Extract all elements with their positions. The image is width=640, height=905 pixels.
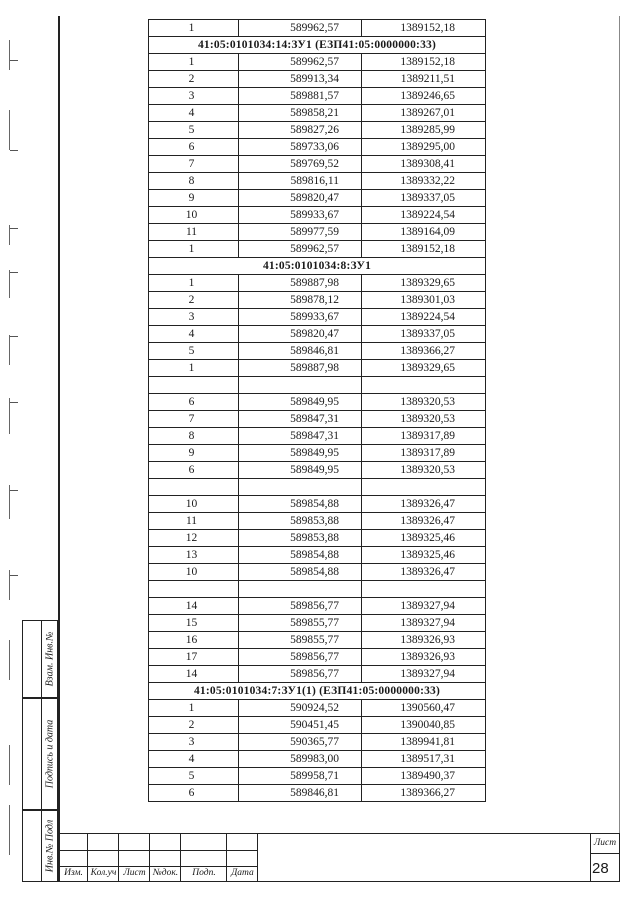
point-number-cell: 10 — [149, 496, 239, 513]
y-coordinate-cell: 1389327,94 — [362, 666, 486, 683]
y-coordinate-cell: 1390040,85 — [362, 717, 486, 734]
tb-cell — [227, 834, 258, 851]
y-coordinate-cell: 1389152,18 — [362, 20, 486, 37]
x-coordinate-cell: 590924,52 — [239, 700, 362, 717]
y-coordinate-cell: 1389941,81 — [362, 734, 486, 751]
table-row — [149, 615, 486, 632]
table-row — [149, 411, 486, 428]
x-coordinate-cell: 589962,57 — [239, 20, 362, 37]
x-coordinate-cell: 589983,00 — [239, 751, 362, 768]
x-coordinate-cell: 589846,81 — [239, 343, 362, 360]
point-number-cell: 14 — [149, 666, 239, 683]
table-row — [149, 632, 486, 649]
frame-left-border — [58, 16, 60, 882]
x-coordinate-cell: 589855,77 — [239, 632, 362, 649]
x-coordinate-cell: 589854,88 — [239, 496, 362, 513]
point-number-cell: 7 — [149, 156, 239, 173]
table-row — [149, 530, 486, 547]
blank-row — [149, 479, 486, 496]
table-row — [149, 785, 486, 802]
table-row — [149, 734, 486, 751]
y-coordinate-cell: 1389295,00 — [362, 139, 486, 156]
point-number-cell: 6 — [149, 139, 239, 156]
blank-cell — [149, 581, 239, 598]
title-block — [58, 833, 620, 882]
x-coordinate-cell: 589933,67 — [239, 207, 362, 224]
coordinates-table — [148, 19, 486, 802]
y-coordinate-cell: 1389301,03 — [362, 292, 486, 309]
point-number-cell: 5 — [149, 768, 239, 785]
stamp-field — [23, 699, 42, 809]
point-number-cell: 10 — [149, 207, 239, 224]
x-coordinate-cell: 589847,31 — [239, 411, 362, 428]
y-coordinate-cell: 1389329,65 — [362, 275, 486, 292]
binding-mark — [9, 640, 10, 680]
tb-cell — [181, 834, 227, 851]
binding-mark — [10, 336, 18, 337]
x-coordinate-cell: 589854,88 — [239, 564, 362, 581]
table-row — [149, 71, 486, 88]
tb-cell — [59, 851, 88, 867]
y-coordinate-cell: 1389332,22 — [362, 173, 486, 190]
binding-mark — [9, 40, 10, 70]
y-coordinate-cell: 1389366,27 — [362, 343, 486, 360]
y-coordinate-cell: 1389329,65 — [362, 360, 486, 377]
table-row — [149, 547, 486, 564]
y-coordinate-cell: 1389285,99 — [362, 122, 486, 139]
blank-cell — [239, 479, 362, 496]
y-coordinate-cell: 1389164,09 — [362, 224, 486, 241]
y-coordinate-cell: 1389327,94 — [362, 598, 486, 615]
binding-mark — [10, 150, 18, 151]
y-coordinate-cell: 1389308,41 — [362, 156, 486, 173]
point-number-cell: 2 — [149, 717, 239, 734]
tb-cell — [119, 851, 150, 867]
y-coordinate-cell: 1389366,27 — [362, 785, 486, 802]
table-row — [149, 462, 486, 479]
table-row — [149, 649, 486, 666]
table-row — [149, 598, 486, 615]
x-coordinate-cell: 589913,34 — [239, 71, 362, 88]
x-coordinate-cell: 589958,71 — [239, 768, 362, 785]
table-row — [149, 751, 486, 768]
table-row — [149, 105, 486, 122]
stamp-podpis-label: Подпись и дата — [44, 719, 56, 789]
y-coordinate-cell: 1389326,93 — [362, 649, 486, 666]
y-coordinate-cell: 1389224,54 — [362, 207, 486, 224]
stamp-podpis-data — [22, 698, 58, 810]
point-number-cell: 6 — [149, 785, 239, 802]
x-coordinate-cell: 589849,95 — [239, 394, 362, 411]
x-coordinate-cell: 589962,57 — [239, 241, 362, 258]
table-row — [149, 122, 486, 139]
point-number-cell: 1 — [149, 275, 239, 292]
tb-label-izm: Изм. — [64, 868, 83, 878]
tb-cell — [227, 851, 258, 867]
tb-label-n-dok: №док. — [152, 868, 179, 878]
y-coordinate-cell: 1389337,05 — [362, 190, 486, 207]
x-coordinate-cell: 590451,45 — [239, 717, 362, 734]
tb-label-podp: Подп. — [192, 868, 216, 878]
binding-mark — [9, 398, 10, 434]
point-number-cell: 10 — [149, 564, 239, 581]
y-coordinate-cell: 1389326,47 — [362, 496, 486, 513]
table-row — [149, 20, 486, 37]
stamp-vzam-inv — [22, 620, 58, 698]
y-coordinate-cell: 1389517,31 — [362, 751, 486, 768]
tb-cell — [150, 834, 181, 851]
stamp-field — [23, 811, 42, 881]
table-row — [149, 666, 486, 683]
point-number-cell: 15 — [149, 615, 239, 632]
sheet-label: Лист — [593, 838, 617, 848]
x-coordinate-cell: 589856,77 — [239, 598, 362, 615]
table-row — [149, 207, 486, 224]
table-row — [149, 309, 486, 326]
y-coordinate-cell: 1389320,53 — [362, 462, 486, 479]
point-number-cell: 2 — [149, 71, 239, 88]
tb-cell — [88, 851, 119, 867]
x-coordinate-cell: 589769,52 — [239, 156, 362, 173]
table-row — [149, 428, 486, 445]
sheet-number: 28 — [592, 860, 609, 877]
y-coordinate-cell: 1389326,47 — [362, 564, 486, 581]
parcel-header-row — [149, 37, 486, 54]
x-coordinate-cell: 589977,59 — [239, 224, 362, 241]
binding-mark — [9, 270, 10, 298]
parcel-header-row — [149, 683, 486, 700]
tb-label-data: Дата — [231, 868, 254, 878]
point-number-cell: 11 — [149, 513, 239, 530]
point-number-cell: 3 — [149, 309, 239, 326]
point-number-cell: 6 — [149, 394, 239, 411]
x-coordinate-cell: 589827,26 — [239, 122, 362, 139]
y-coordinate-cell: 1389152,18 — [362, 241, 486, 258]
table-row — [149, 496, 486, 513]
table-row — [149, 241, 486, 258]
parcel-header-row — [149, 258, 486, 275]
y-coordinate-cell: 1389320,53 — [362, 411, 486, 428]
x-coordinate-cell: 589887,98 — [239, 275, 362, 292]
table-row — [149, 445, 486, 462]
binding-mark — [10, 272, 18, 273]
table-row — [149, 717, 486, 734]
point-number-cell: 5 — [149, 122, 239, 139]
table-row — [149, 564, 486, 581]
x-coordinate-cell: 589820,47 — [239, 190, 362, 207]
table-row — [149, 394, 486, 411]
x-coordinate-cell: 589881,57 — [239, 88, 362, 105]
blank-cell — [149, 377, 239, 394]
x-coordinate-cell: 589933,67 — [239, 309, 362, 326]
table-row — [149, 139, 486, 156]
y-coordinate-cell: 1389211,51 — [362, 71, 486, 88]
tb-cell — [181, 851, 227, 867]
point-number-cell: 11 — [149, 224, 239, 241]
binding-mark — [10, 490, 18, 491]
x-coordinate-cell: 590365,77 — [239, 734, 362, 751]
x-coordinate-cell: 589854,88 — [239, 547, 362, 564]
y-coordinate-cell: 1389317,89 — [362, 428, 486, 445]
table-row — [149, 156, 486, 173]
table-row — [149, 88, 486, 105]
y-coordinate-cell: 1389337,05 — [362, 326, 486, 343]
point-number-cell: 3 — [149, 88, 239, 105]
binding-mark — [9, 745, 10, 785]
table-row — [149, 54, 486, 71]
table-row — [149, 343, 486, 360]
y-coordinate-cell: 1390560,47 — [362, 700, 486, 717]
parcel-cadastral-number: 41:05:0101034:8:ЗУ1 — [149, 258, 486, 275]
y-coordinate-cell: 1389152,18 — [362, 54, 486, 71]
x-coordinate-cell: 589849,95 — [239, 462, 362, 479]
point-number-cell: 16 — [149, 632, 239, 649]
frame-right-border — [619, 16, 620, 882]
parcel-cadastral-number: 41:05:0101034:7:ЗУ1(1) (ЕЗП41:05:0000000:33) — [149, 683, 486, 700]
x-coordinate-cell: 589853,88 — [239, 530, 362, 547]
x-coordinate-cell: 589816,11 — [239, 173, 362, 190]
tb-cell — [88, 834, 119, 851]
y-coordinate-cell: 1389224,54 — [362, 309, 486, 326]
blank-cell — [149, 479, 239, 496]
point-number-cell: 5 — [149, 343, 239, 360]
table-row — [149, 190, 486, 207]
stamp-field — [23, 621, 42, 697]
binding-mark — [9, 805, 10, 855]
point-number-cell: 1 — [149, 20, 239, 37]
x-coordinate-cell: 589962,57 — [239, 54, 362, 71]
binding-mark — [10, 60, 18, 61]
x-coordinate-cell: 589733,06 — [239, 139, 362, 156]
table-row — [149, 173, 486, 190]
y-coordinate-cell: 1389326,47 — [362, 513, 486, 530]
tb-cell — [150, 851, 181, 867]
point-number-cell: 17 — [149, 649, 239, 666]
binding-mark — [10, 228, 18, 229]
x-coordinate-cell: 589878,12 — [239, 292, 362, 309]
blank-row — [149, 377, 486, 394]
point-number-cell: 1 — [149, 241, 239, 258]
table-row — [149, 224, 486, 241]
stamp-vzam-label: Взам. Инв.№ — [44, 631, 56, 687]
parcel-cadastral-number: 41:05:0101034:14:ЗУ1 (ЕЗП41:05:0000000:33) — [149, 37, 486, 54]
x-coordinate-cell: 589855,77 — [239, 615, 362, 632]
binding-mark — [9, 110, 10, 150]
blank-cell — [362, 479, 486, 496]
tb-cell — [119, 834, 150, 851]
point-number-cell: 1 — [149, 54, 239, 71]
point-number-cell: 8 — [149, 173, 239, 190]
x-coordinate-cell: 589846,81 — [239, 785, 362, 802]
y-coordinate-cell: 1389325,46 — [362, 547, 486, 564]
table-row — [149, 768, 486, 785]
point-number-cell: 3 — [149, 734, 239, 751]
x-coordinate-cell: 589847,31 — [239, 428, 362, 445]
tb-label-kol-uch: Кол.уч — [90, 868, 117, 878]
blank-row — [149, 581, 486, 598]
point-number-cell: 6 — [149, 462, 239, 479]
point-number-cell: 4 — [149, 326, 239, 343]
y-coordinate-cell: 1389317,89 — [362, 445, 486, 462]
y-coordinate-cell: 1389326,93 — [362, 632, 486, 649]
point-number-cell: 1 — [149, 700, 239, 717]
x-coordinate-cell: 589856,77 — [239, 649, 362, 666]
blank-cell — [239, 581, 362, 598]
point-number-cell: 13 — [149, 547, 239, 564]
point-number-cell: 2 — [149, 292, 239, 309]
y-coordinate-cell: 1389320,53 — [362, 394, 486, 411]
x-coordinate-cell: 589858,21 — [239, 105, 362, 122]
x-coordinate-cell: 589887,98 — [239, 360, 362, 377]
binding-mark — [10, 575, 18, 576]
point-number-cell: 1 — [149, 360, 239, 377]
point-number-cell: 7 — [149, 411, 239, 428]
binding-mark — [9, 335, 10, 365]
point-number-cell: 8 — [149, 428, 239, 445]
blank-cell — [362, 581, 486, 598]
table-row — [149, 360, 486, 377]
table-row — [149, 275, 486, 292]
y-coordinate-cell: 1389325,46 — [362, 530, 486, 547]
x-coordinate-cell: 589849,95 — [239, 445, 362, 462]
x-coordinate-cell: 589853,88 — [239, 513, 362, 530]
point-number-cell: 4 — [149, 751, 239, 768]
blank-cell — [362, 377, 486, 394]
point-number-cell: 14 — [149, 598, 239, 615]
stamp-inv-podl — [22, 810, 58, 882]
table-row — [149, 700, 486, 717]
table-row — [149, 292, 486, 309]
stamp-inv-podl-label: Инв.№ Подл — [44, 819, 56, 873]
point-number-cell: 12 — [149, 530, 239, 547]
point-number-cell: 9 — [149, 445, 239, 462]
x-coordinate-cell: 589856,77 — [239, 666, 362, 683]
y-coordinate-cell: 1389246,65 — [362, 88, 486, 105]
binding-mark — [10, 402, 18, 403]
table-row — [149, 513, 486, 530]
x-coordinate-cell: 589820,47 — [239, 326, 362, 343]
point-number-cell: 9 — [149, 190, 239, 207]
y-coordinate-cell: 1389267,01 — [362, 105, 486, 122]
table-row — [149, 326, 486, 343]
point-number-cell: 4 — [149, 105, 239, 122]
y-coordinate-cell: 1389327,94 — [362, 615, 486, 632]
tb-cell — [59, 834, 88, 851]
y-coordinate-cell: 1389490,37 — [362, 768, 486, 785]
blank-cell — [239, 377, 362, 394]
tb-label-list: Лист — [123, 868, 146, 878]
